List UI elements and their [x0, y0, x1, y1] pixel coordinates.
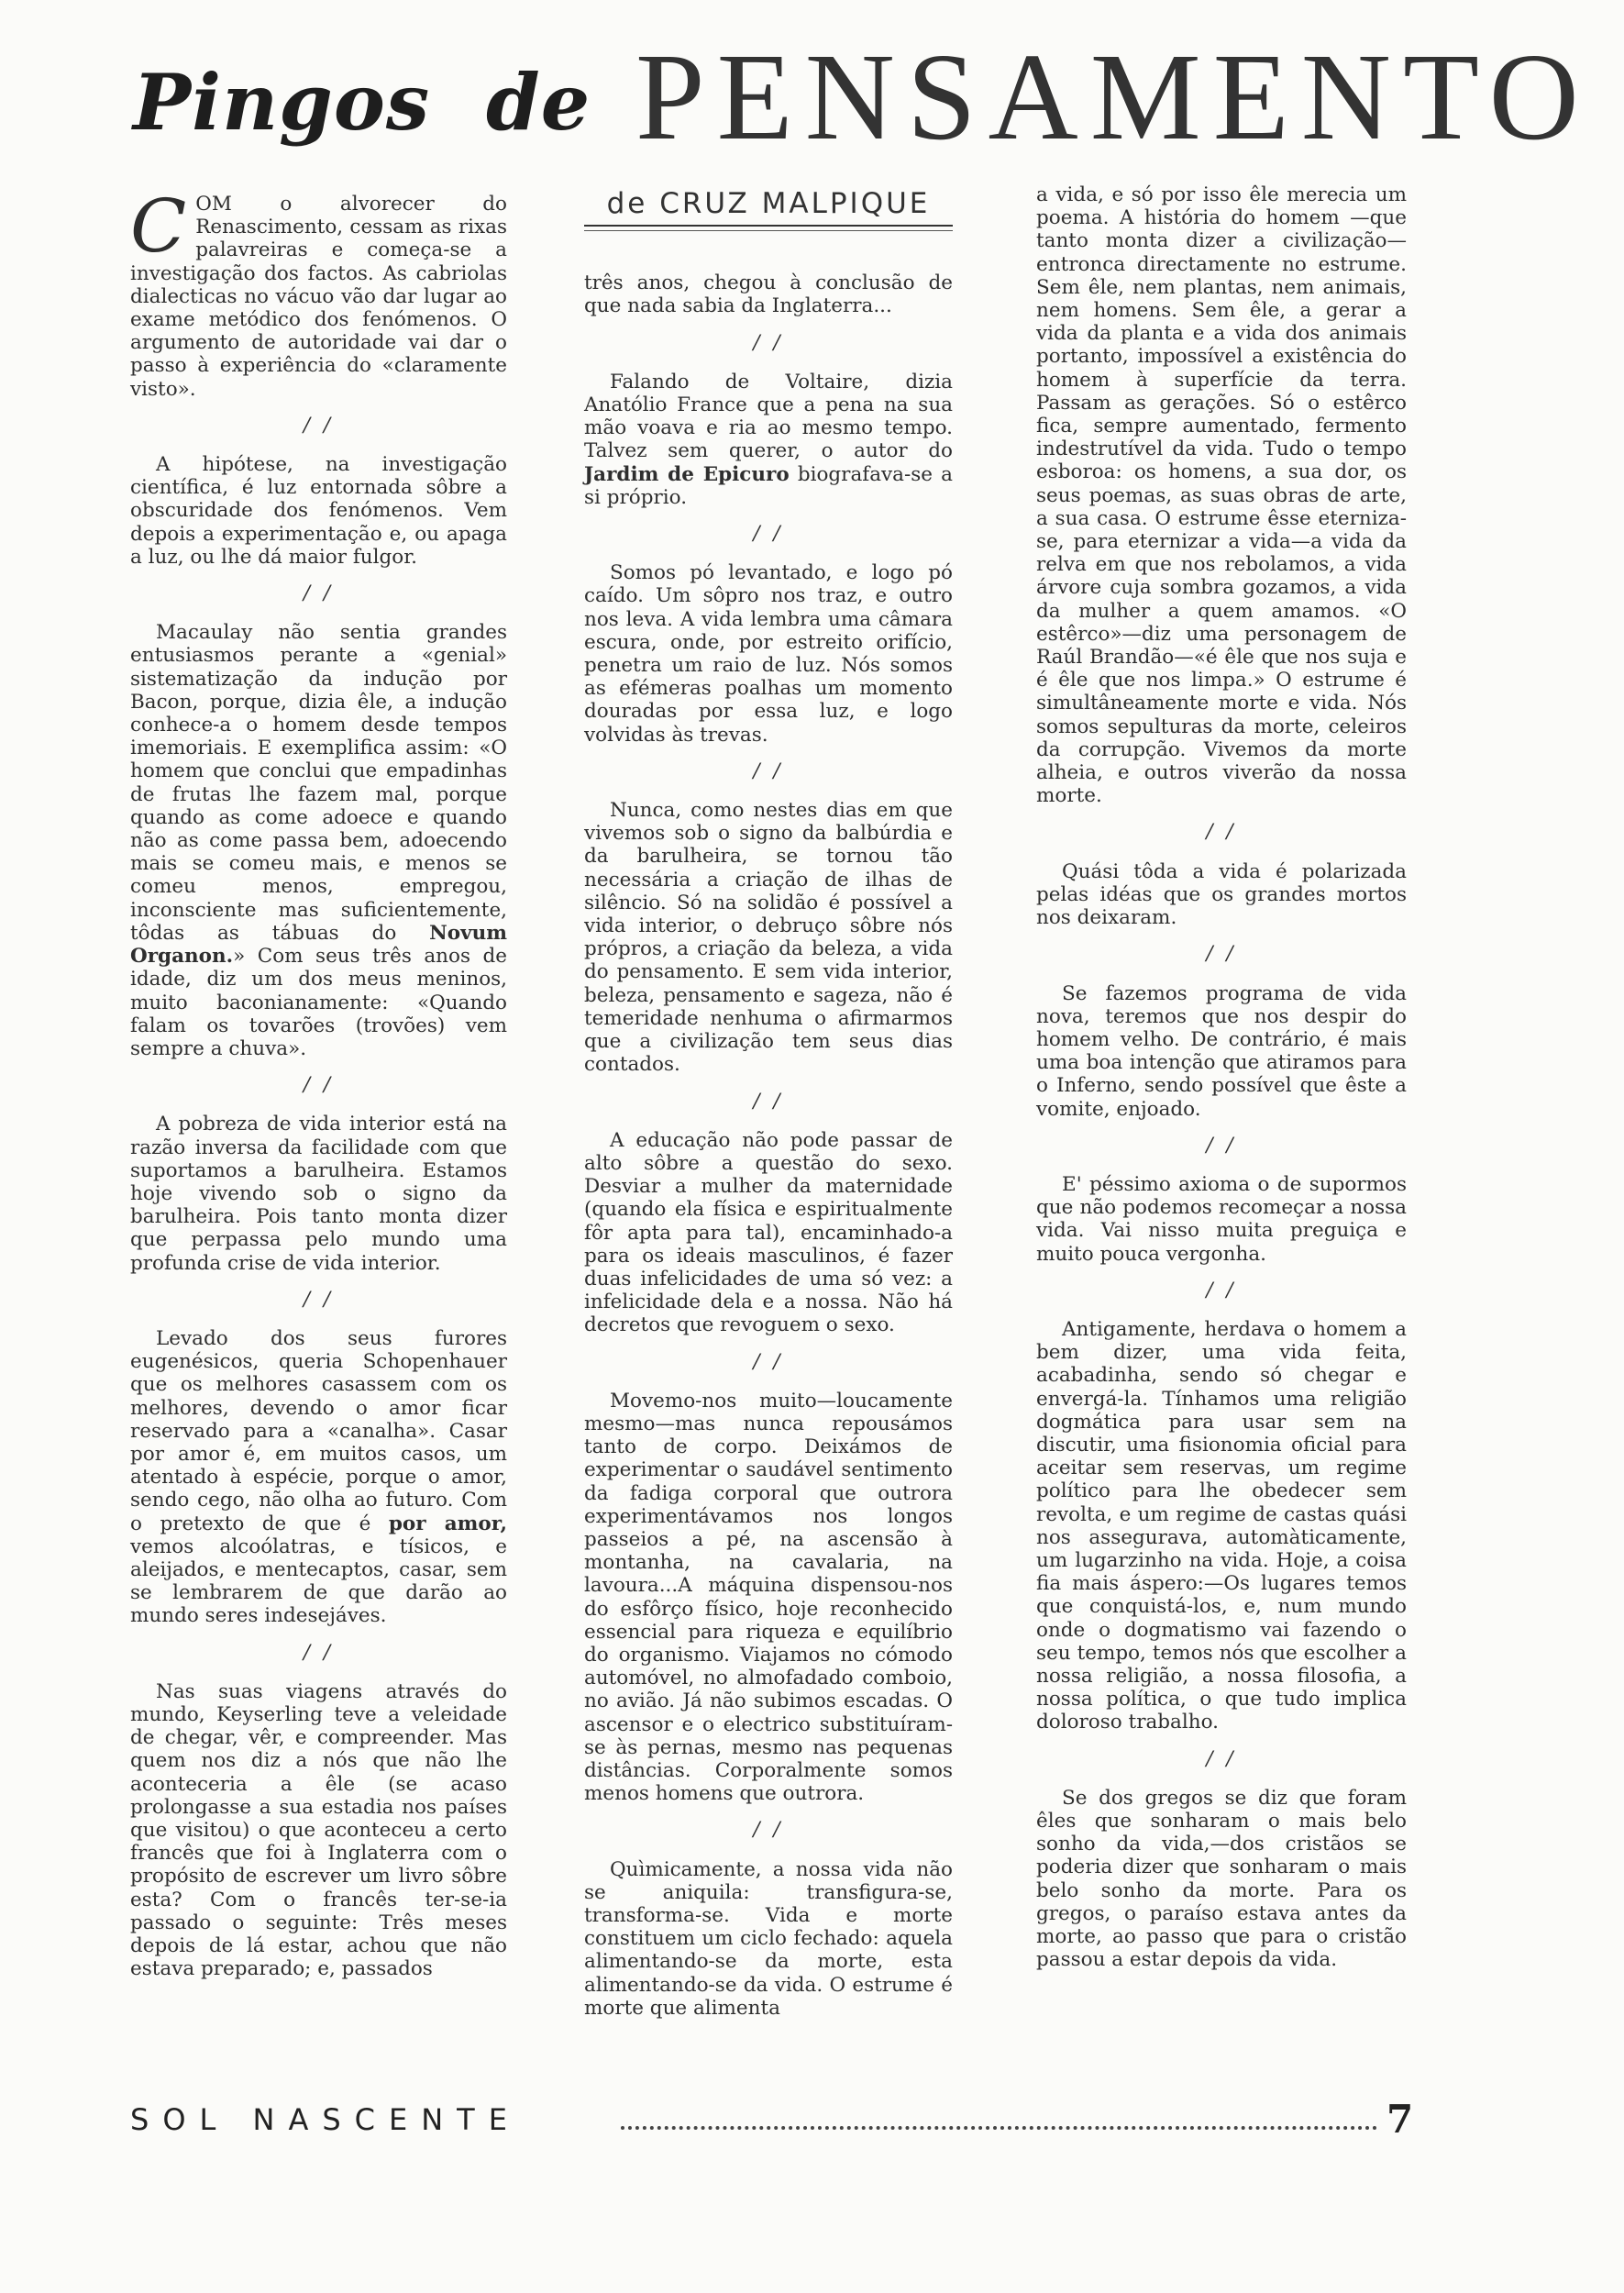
paragraph-text: vemos alcoólatras, e tísicos, e aleijados, e mentecaptos, casar, sem se lembrarem de que darão ao mundo seres indesejáves. [130, 1534, 507, 1628]
page-number: 7 [1386, 2097, 1414, 2142]
separator: / / [1206, 1746, 1237, 1770]
separator: / / [753, 759, 784, 782]
paragraph: Nunca, como nestes dias em que vivemos sob o signo da balbúrdia e da barulheira, se tornou tão necessária a criação de ilhas de silêncio. Só na solidão é possível a vida interior, o debruço sôbre nós própros, a criação da beleza, a vida do pensamento. E sem vida interior, beleza, pensamento e sageza, não é temeridade nenhuma o afirmarmos que a civilização tem seus dias contados. [584, 799, 953, 1077]
paragraph-text: biografava-se a si próprio. [584, 462, 953, 509]
paragraph [130, 621, 507, 1060]
paragraph-text: Falando de Voltaire, dizia Anatólio France que a pena na sua mão voava e ria ao mesmo tempo. Talvez sem querer, o autor do [584, 370, 953, 463]
separator: / / [1206, 1278, 1237, 1302]
paragraph: três anos, chegou à conclusão de que nada sabia da Inglaterra... [584, 271, 953, 318]
title-script-de: de [486, 57, 591, 148]
separator: / / [753, 1089, 784, 1113]
title-script-pingos: Pingos [133, 57, 431, 148]
column-1 [130, 183, 507, 1981]
paragraph: Somos pó levantado, e logo pó caído. Um sôpro nos traz, e outro nos leva. A vida lembra uma câmara escura, onde, por estreito orifício, penetra um raio de luz. Nós somos as efémeras poalhas um momento douradas por essa luz, e logo volvidas às trevas. [584, 561, 953, 747]
separator: / / [753, 522, 784, 546]
paragraph: Se fazemos programa de vida nova, teremos que nos despir do homem velho. De contrário, é mais uma boa intenção que atiramos para o Inferno, sendo possível que êste a vomite, enjoado. [1036, 981, 1407, 1121]
separator: / / [1206, 820, 1237, 844]
emphasis: por amor, [388, 1512, 507, 1535]
page-footer [130, 2099, 1414, 2144]
separator: / / [303, 413, 335, 437]
paragraph-text: Levado dos seus furores eugenésicos, queria Schopenhauer que os melhores casassem com os melhores, devendo o amor ficar reservado para a «canalha». Casar por amor é, em muitos casos, um atentado à espécie, porque o amor, sendo cego, não olha ao futuro. Com o pretexto de que é [130, 1326, 507, 1535]
paragraph: A hipótese, na investigação científica, é luz entornada sôbre a obscuridade dos fenómenos. Vem depois a experimentação e, ou apaga a luz, ou lhe dá maior fulgor. [130, 453, 507, 569]
paragraph [130, 1327, 507, 1628]
column-2 [584, 183, 953, 2020]
paragraph: A educação não pode passar de alto sôbre a questão do sexo. Desviar a mulher da maternidade (quando ela física e espiritualmente fôr apta para tal), encaminhado-a para os ideais masculinos, é fazer duas infelicidades de uma só vez: a infelicidade dela e a nossa. Não há decretos que revoguem o sexo. [584, 1128, 953, 1337]
footer-dotted-rule [621, 2126, 1377, 2130]
separator: / / [753, 330, 784, 354]
title-main: PENSAMENTO [635, 28, 1591, 166]
book-title: Jardim de Epicuro [584, 462, 790, 486]
paragraph: Antigamente, herdava o homem a bem dizer, uma vida feita, acabadinha, sendo só chegar e envergá-la. Tínhamos uma religião dogmática para usar sem na discutir, uma fisionomia oficial para aceitar sem reservas, um regime político para lhe obedecer sem revolta, e um regime de castas quási nos assegurava, automàticamente, um lugarzinho na vida. Hoje, a coisa fia mais áspero:—Os lugares temos que conquistá-los, e, num mundo onde o dogmatismo vai fazendo o seu tempo, temos nós que escolher a nossa religião, a nossa filosofia, a nossa política, o que tudo implica doloroso trabalho. [1036, 1317, 1407, 1734]
separator: / / [303, 1640, 335, 1664]
paragraph: Quási tôda a vida é polarizada pelas idéas que os grandes mortos nos deixaram. [1036, 859, 1407, 930]
paragraph: Movemo-nos muito—loucamente mesmo—mas nunca repousámos tanto de corpo. Deixámos de experimentar o saudável sentimento da fadiga corporal que outrora experimentávamos nos longos passeios a pé, na ascensão à montanha, na cavalaria, na lavoura...A máquina dispensou-nos do esfôrço físico, hoje reconhecido essencial para riqueza e equilíbrio do organismo. Viajamos no cómodo automóvel, no almofadado comboio, no avião. Já não subimos escadas. O ascensor e o electrico substituíram-se às pernas, mesmo nas pequenas distâncias. Corporalmente somos menos homens que outrora. [584, 1389, 953, 1806]
paragraph-text: Macaulay não sentia grandes entusiasmos perante a «genial» sistematização da indução por Bacon, porque, dizia êle, a indução conhece-a o homem desde tempos imemoriais. E exemplifica assim: «O homem que conclui que empadinhas de frutas lhe fazem mal, porque quando as come adoece e quando não as come passa bem, adoecendo mais se comeu mais, e menos se comeu menos, empregou, inconsciente mas suficientemente, tôdas as tábuas do [130, 621, 507, 945]
separator: / / [1206, 942, 1237, 966]
paragraph [584, 371, 953, 509]
byline: de CRUZ MALPIQUE [606, 187, 931, 220]
drop-cap: C [130, 183, 187, 269]
separator: / / [753, 1818, 784, 1842]
paragraph: A pobreza de vida interior está na razão inversa da facilidade com que suportamos a barulheira. Estamos hoje vivendo sob o signo da barulheira. Pois tanto monta dizer que perpassa pelo mundo uma profunda crise de vida interior. [130, 1113, 507, 1275]
article-title [133, 28, 1591, 166]
separator: / / [1206, 1133, 1237, 1157]
paragraph [130, 183, 507, 401]
paragraph: Se dos gregos se diz que foram êles que sonharam o mais belo sonho da vida,—dos cristãos se poderia dizer que sonharam o mais belo sonho da morte. Para os gregos, o paraíso estava antes da morte, ao passo que para o cristão passou a estar depois da vida. [1036, 1786, 1407, 1972]
byline-rules [584, 225, 953, 231]
book-title: Novum Organon. [130, 921, 507, 969]
paragraph-text: OM o alvorecer do Renascimento, cessam as rixas palavreiras e começa-se a investigação dos factos. As cabriolas dialecticas no vácuo vão dar lugar ao exame metódico dos fenómenos. O argumento de autoridade vai dar o passo à experiência do «claramente visto». [130, 193, 507, 401]
paragraph: a vida, e só por isso êle merecia um poema. A história do homem —que tanto monta dizer a civilização—entronca directamente no estrume. Sem êle, nem plantas, nem animais, nem homens. Sem êle, a gerar a vida da planta e a vida dos animais portanto, impossível a existência do homem à superfície da terra. Passam as gerações. Só o estêrco fica, sempre aumentado, fermento indestrutível da vida. Tudo o tempo esboroa: os homens, a sua dor, os seus poemas, as suas obras de arte, a sua casa. O estrume êsse eterniza-se, para eternizar a vida—a vida da relva em que nos rebolamos, a vida árvore cuja sombra gozamos, a vida da mulher a quem amamos. «O estêrco»—diz uma personagem de Raúl Brandão—«é êle que nos suja e é êle que nos limpa.» O estrume é simultâneamente morte e vida. Nós somos sepulturas da morte, celeiros da corrupção. Vivemos da morte alheia, e outros viverão da nossa morte. [1036, 183, 1407, 808]
paragraph: Quìmicamente, a nossa vida não se aniquila: transfigura-se, transforma-se. Vida e morte constituem um ciclo fechado: aquela alimentando-se da morte, esta alimentando-se da vida. O estrume é morte que alimenta [584, 1857, 953, 2020]
separator: / / [753, 1349, 784, 1373]
publication-name: SOL NASCENTE [130, 2102, 521, 2137]
paragraph-text: » Com seus três anos de idade, diz um dos meus meninos, muito baconianamente: «Quando falam os tovarões (trovões) vem sempre a chuva». [130, 945, 507, 1060]
separator: / / [303, 1073, 335, 1097]
paragraph: E' péssimo axioma o de supormos que não podemos recomeçar a nossa vida. Vai nisso muita preguiça e muito pouca vergonha. [1036, 1172, 1407, 1266]
separator: / / [303, 1287, 335, 1311]
separator: / / [303, 582, 335, 605]
paragraph: Nas suas viagens através do mundo, Keyserling teve a veleidade de chegar, vêr, e compreender. Mas quem nos diz a nós que não lhe aconteceria a êle (se acaso prolongasse a sua estadia nos países que visitou) o que aconteceu a certo francês que foi à Inglaterra com o propósito de escrever um livro sôbre esta? Com o francês ter-se-ia passado o seguinte: Três meses depois de lá estar, achou que não estava preparado; e, passados [130, 1679, 507, 1981]
column-3 [1036, 183, 1407, 1971]
divider [584, 225, 953, 227]
divider [584, 230, 953, 231]
